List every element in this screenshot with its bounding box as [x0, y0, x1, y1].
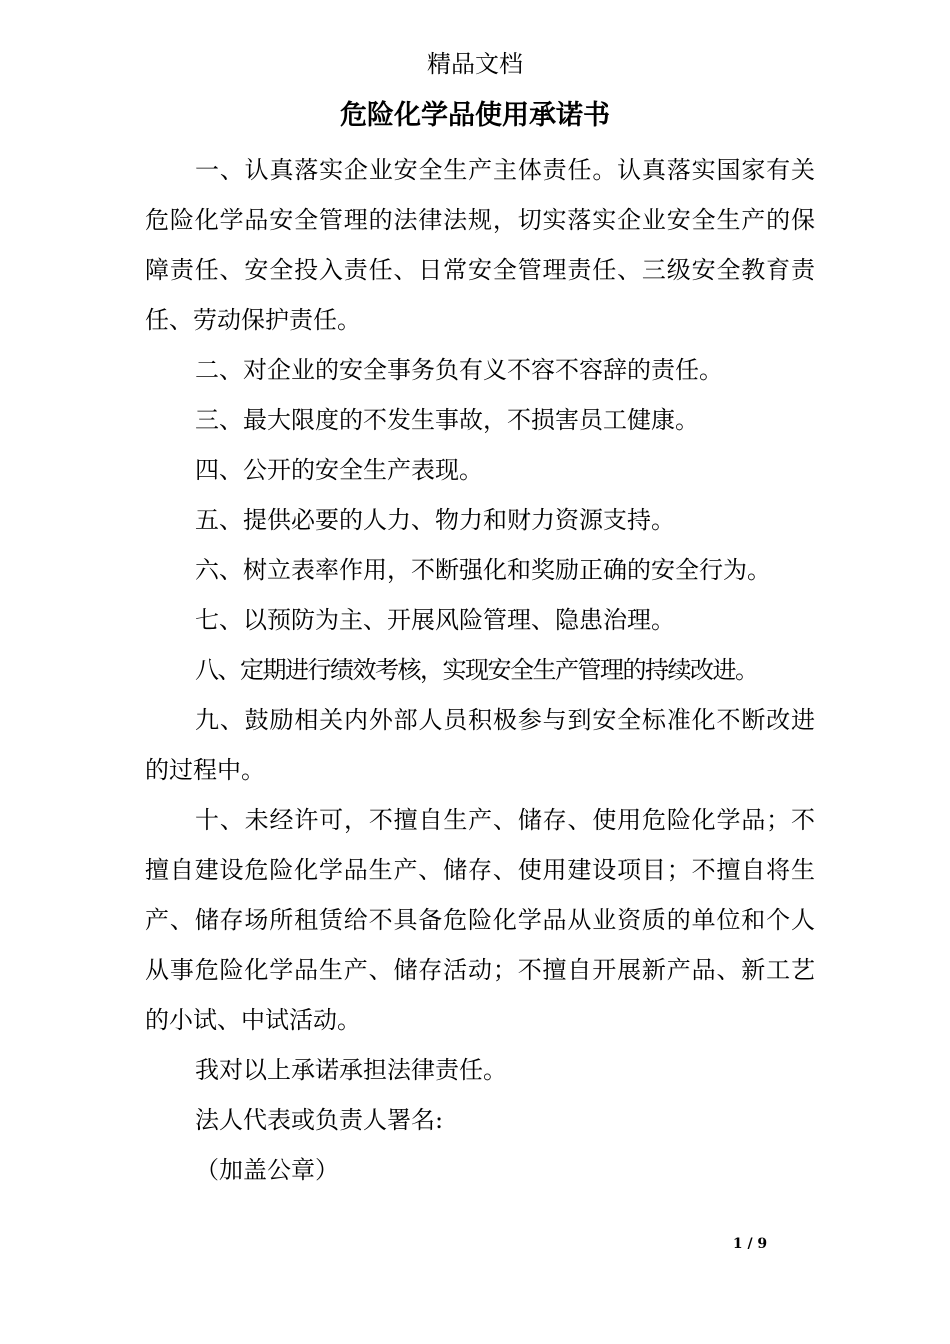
document-body: [145, 145, 815, 1195]
paragraph-5: 五、提供必要的人力、物力和财力资源支持。: [195, 506, 675, 534]
page-header: 精品文档: [427, 50, 523, 78]
paragraph-9: 九、鼓励相关内外部人员积极参与到安全标准化不断改进的过程中。: [145, 706, 815, 784]
document-title: 危险化学品使用承诺书: [340, 100, 610, 131]
paragraph-7: 七、以预防为主、开展风险管理、隐患治理。: [195, 606, 675, 634]
paragraph-8: 八、定期进行绩效考核，实现安全生产管理的持续改进。: [195, 656, 758, 684]
commitment-statement: 我对以上承诺承担法律责任。: [195, 1056, 507, 1084]
paragraph-3: 三、最大限度的不发生事故，不损害员工健康。: [195, 406, 699, 434]
signature-line: 法人代表或负责人署名:: [195, 1106, 444, 1134]
paragraph-4: 四、公开的安全生产表现。: [195, 456, 483, 484]
page-number: 1 / 9: [732, 1236, 768, 1252]
paragraph-1: 一、认真落实企业安全生产主体责任。认真落实国家有关危险化学品安全管理的法律法规，切实落实企业安全生产的保障责任、安全投入责任、日常安全管理责任、三级安全教育责任、劳动保护责任。: [145, 156, 815, 334]
paragraph-6: 六、树立表率作用，不断强化和奖励正确的安全行为。: [195, 556, 771, 584]
paragraph-2: 二、对企业的安全事务负有义不容不容辞的责任。: [195, 356, 723, 384]
seal-note: （加盖公章）: [195, 1156, 339, 1184]
paragraph-10: 十、未经许可，不擅自生产、储存、使用危险化学品；不擅自建设危险化学品生产、储存、使用建设项目；不擅自将生产、储存场所租赁给不具备危险化学品从业资质的单位和个人从事危险化学品生产、储存活动；不擅自开展新产品、新工艺的小试、中试活动。: [145, 806, 815, 1034]
